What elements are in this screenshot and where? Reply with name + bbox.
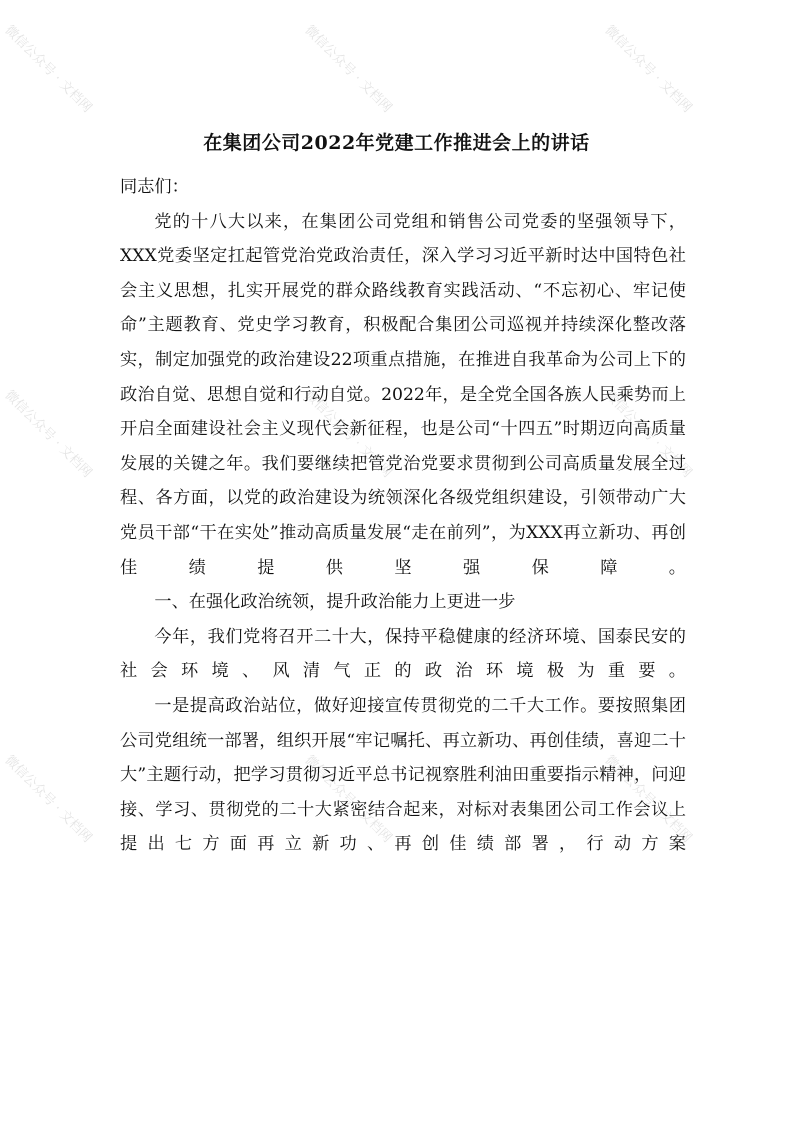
watermark-text: 微信公众号 · 文档网 (301, 22, 395, 116)
watermark-text: 微信公众号 · 文档网 (601, 387, 695, 481)
watermark-text: 微信公众号 · 文档网 (1, 752, 95, 846)
paragraph-intro: 党的十八大以来，在集团公司党组和销售公司党委的坚强领导下，XXX党委坚定扛起管党治党政治责任，深入学习习近平新时达中国特色社会主义思想，扎实开展党的群众路线教育实践活动、“不忘初心、牢记使命”主题教育、党史学习教育，积极配合集团公司巡视并持续深化整改落实，制定加强党的政治建设22项重点措施，在推进自我革命为公司上下的政治自觉、思想自觉和行动自觉。2022年，是全党全国各族人民乘势而上开启全面建设社会主义现代会新征程，也是公司“十四五”时期迈向高质量发展的关键之年。我们要继续把管党治党要求贯彻到公司高质量发展全过程、各方面，以党的政治建设为统领深化各级党组织建设，引领带动广大党员干部“干在实处”推动高质量发展“走在前列”，为XXX再立新功、再创佳绩提供坚强保障。 (120, 211, 686, 578)
paragraph-context: 今年，我们党将召开二十大，保持平稳健康的经济环境、国泰民安的社会环境、风清气正的政治环境极为重要。 (120, 626, 686, 682)
watermark-text: 微信公众号 · 文档网 (1, 22, 95, 116)
watermark-text: 微信公众号 · 文档网 (1, 387, 95, 481)
document-body (120, 170, 686, 862)
watermark-text: 微信公众号 · 文档网 (301, 752, 395, 846)
document-title: 在集团公司2022年党建工作推进会上的讲话 (203, 132, 590, 154)
watermark-text: 微信公众号 · 文档网 (301, 387, 395, 481)
watermark-text: 微信公众号 · 文档网 (601, 752, 695, 846)
greeting: 同志们： (120, 177, 189, 197)
watermark-text: 微信公众号 · 文档网 (601, 22, 695, 116)
paragraph-point-1: 一是提高政治站位，做好迎接宣传贯彻党的二千大工作。要按照集团公司党组统一部署，组织开展“牢记嘱托、再立新功、再创佳绩，喜迎二十大”主题行动，把学习贯彻习近平总书记视察胜利油田重要指示精神，问迎接、学习、贯彻党的二十大紧密结合起来，对标对表集团公司工作会议上提出七方面再立新功、再创佳绩部署，行动方案 (120, 695, 686, 855)
section-heading-1: 一、在强化政治统领，提升政治能力上更进一步 (154, 592, 516, 613)
